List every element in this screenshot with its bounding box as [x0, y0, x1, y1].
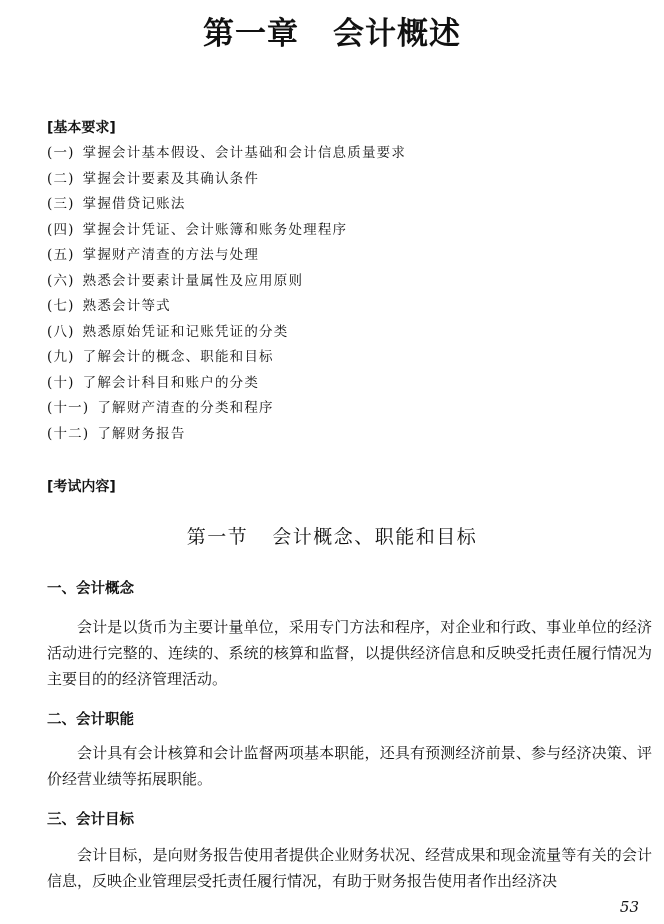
requirement-text: 熟悉会计等式 — [82, 298, 171, 314]
requirement-item — [47, 219, 406, 245]
requirement-item — [47, 346, 406, 372]
exam-heading: [考试内容] — [47, 479, 116, 495]
requirement-item — [47, 295, 406, 321]
requirement-item — [47, 270, 406, 296]
requirement-item — [47, 142, 406, 168]
page-number: 53 — [619, 898, 639, 916]
requirement-item — [47, 321, 406, 347]
requirement-text: 了解财产清查的分类和程序 — [97, 400, 274, 416]
paragraph-concept: 会计是以货币为主要计量单位，采用专门方法和程序，对企业和行政、事业单位的经济活动进行完整的、连续的、系统的核算和监督，以提供经济信息和反映受托责任履行情况为主要目的的经济管理活动。 — [47, 618, 652, 688]
requirement-text: 掌握会计凭证、会计账簿和账务处理程序 — [82, 221, 348, 238]
requirement-number: (七) — [47, 298, 75, 314]
chapter-number: 第一章 — [203, 16, 299, 52]
subsection-heading-concept: 一、会计概念 — [47, 581, 134, 597]
requirement-item — [47, 397, 406, 423]
requirement-text: 掌握会计基本假设、会计基础和会计信息质量要求 — [82, 145, 407, 161]
requirement-text: 熟悉原始凭证和记账凭证的分类 — [82, 323, 289, 340]
requirement-text: 了解财务报告 — [97, 425, 186, 442]
requirement-number: (八) — [47, 323, 75, 340]
requirement-number: (六) — [47, 272, 75, 289]
requirement-item — [47, 244, 406, 270]
paragraph-functions: 会计具有会计核算和会计监督两项基本职能，还具有预测经济前景、参与经济决策、评价经营业绩等拓展职能。 — [47, 744, 652, 788]
requirement-item — [47, 193, 406, 219]
section-title — [0, 522, 664, 549]
requirement-text: 了解会计科目和账户的分类 — [82, 374, 260, 391]
requirements-list — [47, 142, 406, 448]
section-number: 第一节 — [186, 526, 249, 548]
requirement-number: (二) — [47, 170, 75, 187]
requirement-number: (五) — [47, 247, 75, 263]
requirement-item — [47, 423, 406, 449]
requirement-number: (三) — [47, 196, 75, 212]
requirement-item — [47, 168, 406, 194]
requirement-text: 了解会计的概念、职能和目标 — [82, 349, 274, 365]
requirement-text: 掌握会计要素及其确认条件 — [82, 170, 260, 187]
requirement-number: (十一) — [47, 400, 90, 416]
requirement-item — [47, 372, 406, 398]
requirement-number: (一) — [47, 145, 75, 161]
requirement-number: (四) — [47, 221, 75, 238]
requirement-number: (十二) — [47, 425, 90, 442]
subsection-heading-objectives: 三、会计目标 — [47, 812, 134, 828]
requirements-heading: [基本要求] — [47, 120, 116, 136]
subsection-heading-functions: 二、会计职能 — [47, 712, 134, 728]
requirement-text: 掌握借贷记账法 — [82, 196, 186, 212]
requirement-text: 掌握财产清查的方法与处理 — [82, 247, 260, 263]
requirement-number: (十) — [47, 374, 75, 391]
chapter-name: 会计概述 — [333, 16, 461, 52]
requirement-number: (九) — [47, 349, 75, 365]
requirement-text: 熟悉会计要素计量属性及应用原则 — [82, 272, 304, 289]
chapter-title — [0, 8, 664, 53]
section-name: 会计概念、职能和目标 — [272, 526, 478, 548]
paragraph-objectives: 会计目标，是向财务报告使用者提供企业财务状况、经营成果和现金流量等有关的会计信息，反映企业管理层受托责任履行情况，有助于财务报告使用者作出经济决 — [47, 846, 652, 890]
